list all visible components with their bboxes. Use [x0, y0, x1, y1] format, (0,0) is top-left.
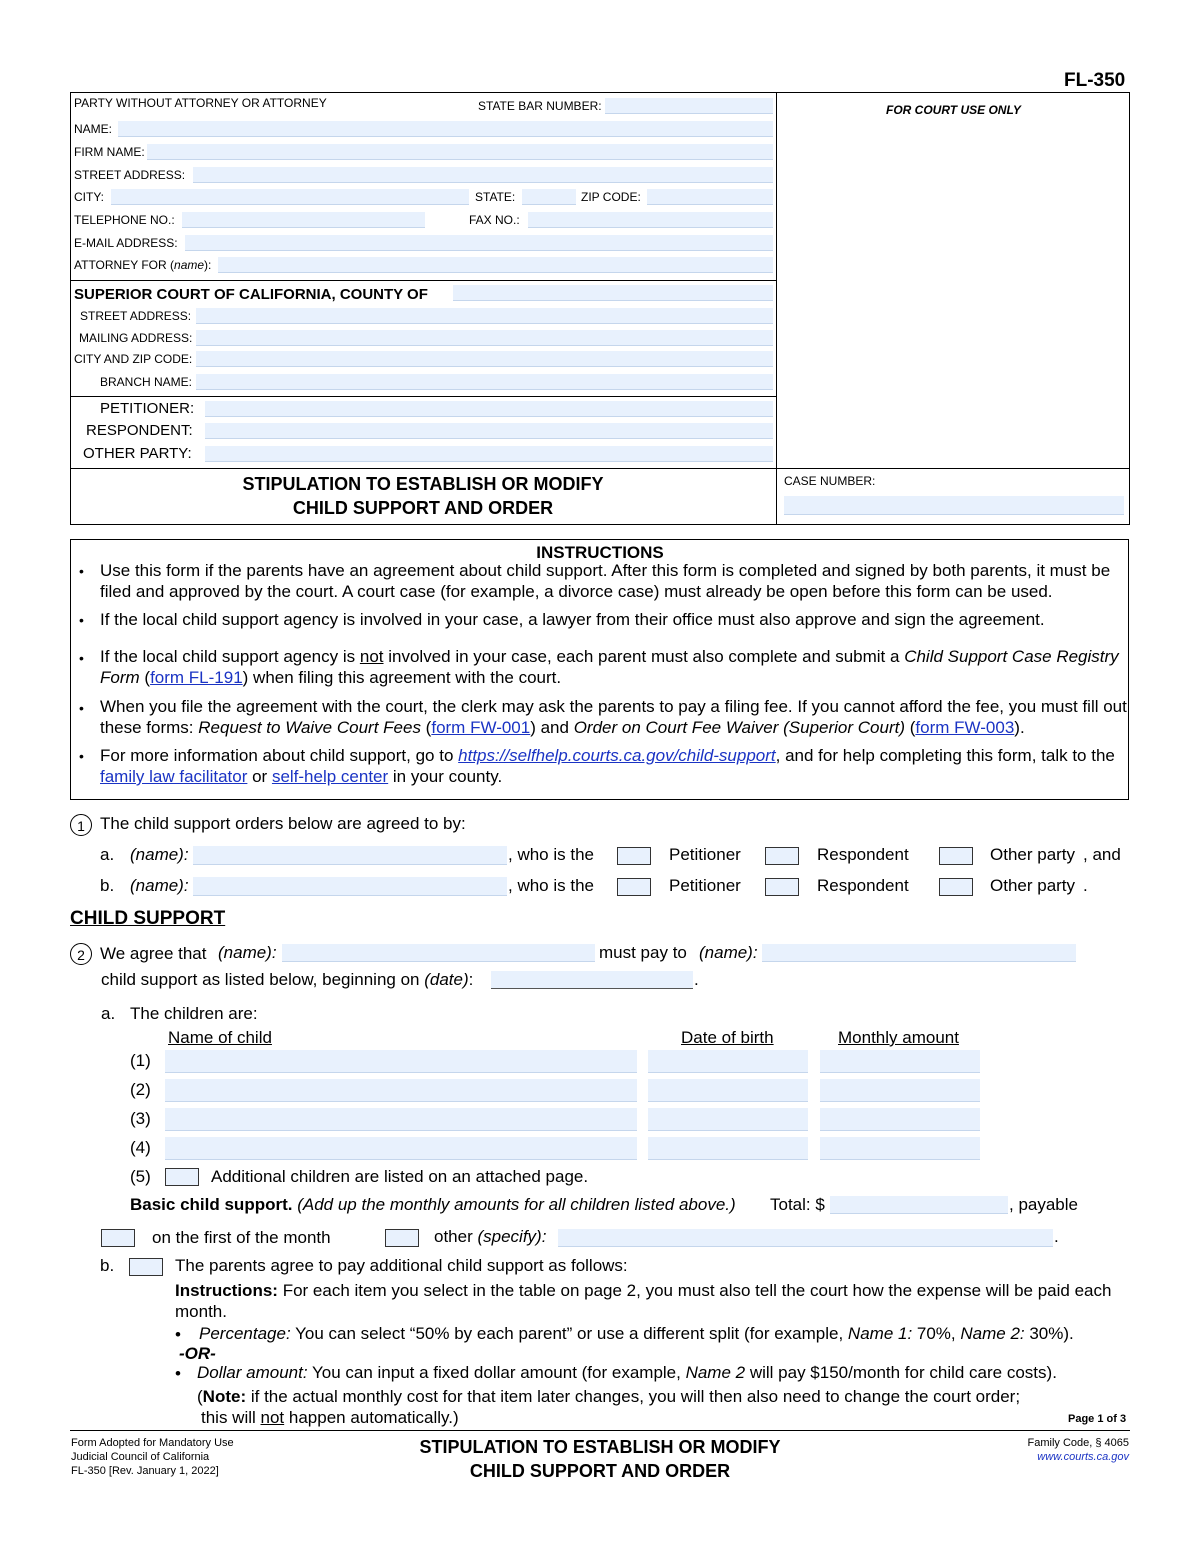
- item-2-line2: child support as listed below, beginning on (date):: [101, 970, 474, 989]
- street-label: STREET ADDRESS:: [74, 168, 186, 182]
- fax-field[interactable]: [528, 212, 773, 228]
- child-2-dob-field[interactable]: [648, 1079, 808, 1102]
- other-schedule-field[interactable]: [558, 1229, 1053, 1247]
- item-1a-petitioner-checkbox[interactable]: [617, 847, 651, 865]
- item-1b-petitioner-label: Petitioner: [669, 876, 741, 895]
- additional-support-checkbox[interactable]: [129, 1258, 163, 1276]
- child-3-amount-field[interactable]: [820, 1108, 980, 1131]
- zip-field[interactable]: [647, 189, 773, 205]
- instruction-1: Use this form if the parents have an agreement about child support. After this form is completed and signed by both parents, it must be filed and approved by the court. A court case (for example, a divorce case) must already be open before this form can be used.: [100, 561, 1111, 601]
- court-branch-label: BRANCH NAME:: [100, 375, 193, 389]
- page-number: Page 1 of 3: [1068, 1413, 1127, 1425]
- child-1-amount-field[interactable]: [820, 1050, 980, 1073]
- item-1b-who-is: , who is the: [508, 876, 594, 895]
- child-4-name-field[interactable]: [165, 1137, 637, 1160]
- footer-site-link[interactable]: www.courts.ca.gov: [1037, 1451, 1129, 1463]
- link-self-help-center[interactable]: self-help center: [271, 767, 389, 786]
- percentage-option: Percentage: You can select “50% by each parent” or use a different split (for example, Name 1: 70%, Name 2: 30%).: [199, 1324, 1074, 1343]
- item-2-number: 2: [70, 943, 92, 965]
- child-4-dob-field[interactable]: [648, 1137, 808, 1160]
- petitioner-field[interactable]: [205, 401, 773, 417]
- other-schedule-label: other (specify):: [434, 1227, 547, 1246]
- link-form-fw003[interactable]: form FW-003: [915, 718, 1015, 737]
- child-1-dob-field[interactable]: [648, 1050, 808, 1073]
- instruction-4: When you file the agreement with the court, the clerk may ask the parents to pay a filing fee. If you cannot afford the fee, you must fill out these forms: Request to Waive Court Fees (form FW-001) and Order on Court Fee Waiver (Superior Court) (form FW-003).: [100, 697, 1127, 737]
- case-number-field[interactable]: [784, 496, 1124, 515]
- item-2-we-agree: We agree that: [100, 944, 207, 963]
- child-row-4-label: (4): [130, 1138, 151, 1157]
- item-1a-respondent-checkbox[interactable]: [765, 847, 799, 865]
- item-1b-other-checkbox[interactable]: [939, 878, 973, 896]
- child-4-amount-field[interactable]: [820, 1137, 980, 1160]
- firm-field[interactable]: [147, 144, 773, 160]
- first-of-month-label: on the first of the month: [152, 1228, 331, 1247]
- court-title: SUPERIOR COURT OF CALIFORNIA, COUNTY OF: [74, 286, 428, 303]
- basic-child-support: Basic child support. (Add up the monthly amounts for all children listed above.): [130, 1195, 736, 1214]
- item-1a-name-field[interactable]: [193, 846, 507, 865]
- child-2-amount-field[interactable]: [820, 1079, 980, 1102]
- attorney-for-field[interactable]: [218, 257, 773, 273]
- link-form-fw001[interactable]: form FW-001: [431, 718, 531, 737]
- court-street-field[interactable]: [196, 308, 773, 324]
- zip-label: ZIP CODE:: [581, 190, 641, 204]
- footer-family-code: Family Code, § 4065: [1027, 1437, 1129, 1449]
- link-form-fl191[interactable]: form FL-191: [150, 668, 243, 687]
- tel-field[interactable]: [182, 212, 425, 228]
- caption-title-line2: CHILD SUPPORT AND ORDER: [292, 498, 554, 518]
- item-1a-and: , and: [1083, 845, 1121, 864]
- item-2b-letter: b.: [100, 1256, 115, 1275]
- party-label: PARTY WITHOUT ATTORNEY OR ATTORNEY: [74, 96, 327, 110]
- item-1a-respondent-label: Respondent: [817, 845, 909, 864]
- col-date-of-birth: Date of birth: [681, 1028, 774, 1047]
- additional-children-checkbox[interactable]: [165, 1168, 199, 1186]
- footer-rev: FL-350 [Rev. January 1, 2022]: [71, 1465, 219, 1477]
- item-1b-period: .: [1083, 876, 1088, 895]
- item-2-must-pay: must pay to: [599, 943, 687, 962]
- case-number-label: CASE NUMBER:: [784, 474, 876, 488]
- item-2a-letter: a.: [101, 1004, 116, 1023]
- item-1b-name-field[interactable]: [193, 877, 507, 896]
- name-label: NAME:: [74, 122, 113, 136]
- total-field[interactable]: [830, 1196, 1008, 1214]
- section-heading-child-support: CHILD SUPPORT: [70, 908, 226, 929]
- court-mailing-label: MAILING ADDRESS:: [79, 331, 193, 345]
- child-3-dob-field[interactable]: [648, 1108, 808, 1131]
- link-family-law-facilitator[interactable]: family law facilitator: [100, 767, 248, 786]
- first-of-month-checkbox[interactable]: [101, 1229, 135, 1247]
- street-field[interactable]: [193, 167, 773, 183]
- item-1a-other-label: Other party: [990, 845, 1076, 864]
- respondent-field[interactable]: [205, 423, 773, 439]
- item-1-text: The child support orders below are agreed to by:: [100, 814, 466, 833]
- petitioner-label: PETITIONER:: [100, 400, 195, 417]
- firm-label: FIRM NAME:: [74, 145, 145, 159]
- item-1b-letter: b.: [100, 876, 115, 895]
- item-2b-text: The parents agree to pay additional child support as follows:: [175, 1256, 628, 1275]
- form-id: FL-350: [1064, 70, 1126, 91]
- city-label: CITY:: [74, 190, 105, 204]
- instruction-3: If the local child support agency is not involved in your case, each parent must also complete and submit a Child Support Case Registry Form (form FL-191) when filing this agreement with the court.: [100, 647, 1119, 687]
- item-2b-instructions: Instructions: For each item you select in the table on page 2, you must also tell the court how the expense will be paid each month.: [175, 1281, 1112, 1321]
- email-label: E-MAIL ADDRESS:: [74, 236, 178, 250]
- fax-label: FAX NO.:: [469, 213, 520, 227]
- col-name-of-child: Name of child: [168, 1028, 272, 1047]
- court-street-label: STREET ADDRESS:: [80, 309, 192, 323]
- link-selfhelp-child-support[interactable]: https://selfhelp.courts.ca.gov/child-support: [458, 746, 776, 765]
- item-2-payer-label: (name):: [218, 943, 277, 962]
- email-field[interactable]: [185, 235, 773, 251]
- item-2a-children-are: The children are:: [130, 1004, 258, 1023]
- court-branch-field[interactable]: [196, 374, 773, 390]
- footer-title-line1: STIPULATION TO ESTABLISH OR MODIFY: [419, 1437, 781, 1457]
- other-party-field[interactable]: [205, 446, 773, 462]
- footer-council: Judicial Council of California: [71, 1451, 210, 1463]
- state-label: STATE:: [475, 190, 516, 204]
- item-1-number: 1: [70, 814, 92, 836]
- child-row-5-label: (5): [130, 1167, 151, 1186]
- total-label: Total: $: [770, 1195, 825, 1214]
- item-1a-name-label: (name):: [130, 845, 189, 864]
- state-bar-label: STATE BAR NUMBER:: [478, 99, 602, 113]
- child-2-name-field[interactable]: [165, 1079, 637, 1102]
- item-1b-respondent-label: Respondent: [817, 876, 909, 895]
- court-cityzip-label: CITY AND ZIP CODE:: [74, 352, 193, 366]
- other-party-label: OTHER PARTY:: [83, 445, 192, 462]
- name-field[interactable]: [118, 121, 773, 137]
- dollar-amount-option: Dollar amount: You can input a fixed dollar amount (for example, Name 2 will pay $150/month for child care costs).: [197, 1363, 1057, 1382]
- instruction-2: If the local child support agency is involved in your case, a lawyer from their office must also approve and sign the agreement.: [100, 610, 1045, 629]
- note-line-1: (Note: if the actual monthly cost for that item later changes, you will then also need to change the court order;: [197, 1387, 1021, 1406]
- instruction-5: For more information about child support, go to https://selfhelp.courts.ca.gov/child-support, and for help completing this form, talk to the family law facilitator or self-help center in your county.: [100, 746, 1115, 786]
- caption-title-line1: STIPULATION TO ESTABLISH OR MODIFY: [242, 474, 604, 494]
- instructions-heading: INSTRUCTIONS: [536, 543, 664, 562]
- child-row-3-label: (3): [130, 1109, 151, 1128]
- item-2-start-date-field[interactable]: [491, 971, 693, 989]
- item-2-payee-field[interactable]: [762, 944, 1076, 962]
- court-cityzip-field[interactable]: [196, 351, 773, 367]
- other-schedule-checkbox[interactable]: [385, 1229, 419, 1247]
- item-2-line2-period: .: [694, 970, 699, 989]
- attorney-for-label: ATTORNEY FOR (name):: [74, 258, 212, 272]
- tel-label: TELEPHONE NO.:: [74, 213, 175, 227]
- item-1a-letter: a.: [100, 845, 115, 864]
- item-1a-petitioner-label: Petitioner: [669, 845, 741, 864]
- item-1b-respondent-checkbox[interactable]: [765, 878, 799, 896]
- note-line-2: this will not happen automatically.): [201, 1408, 459, 1427]
- item-2-payer-field[interactable]: [282, 944, 595, 962]
- child-row-2-label: (2): [130, 1080, 151, 1099]
- child-row-1-label: (1): [130, 1051, 151, 1070]
- item-2-payee-label: (name):: [699, 943, 758, 962]
- court-mailing-field[interactable]: [196, 330, 773, 346]
- child-3-name-field[interactable]: [165, 1108, 637, 1131]
- city-field[interactable]: [111, 189, 469, 205]
- additional-children-label: Additional children are listed on an attached page.: [211, 1167, 589, 1186]
- payable-label: , payable: [1009, 1195, 1078, 1214]
- item-1b-petitioner-checkbox[interactable]: [617, 878, 651, 896]
- footer-title-line2: CHILD SUPPORT AND ORDER: [469, 1461, 731, 1481]
- court-use-label: FOR COURT USE ONLY: [886, 103, 1021, 117]
- respondent-label: RESPONDENT:: [86, 422, 193, 439]
- col-monthly-amount: Monthly amount: [838, 1028, 959, 1047]
- other-schedule-period: .: [1054, 1227, 1059, 1246]
- state-field[interactable]: [522, 189, 576, 205]
- item-1b-name-label: (name):: [130, 876, 189, 895]
- child-1-name-field[interactable]: [165, 1050, 637, 1073]
- footer-adopted: Form Adopted for Mandatory Use: [71, 1437, 234, 1449]
- or-separator: -OR-: [179, 1344, 216, 1363]
- county-field[interactable]: [453, 285, 773, 301]
- item-1b-other-label: Other party: [990, 876, 1076, 895]
- item-1a-other-checkbox[interactable]: [939, 847, 973, 865]
- state-bar-field[interactable]: [605, 98, 773, 114]
- item-1a-who-is: , who is the: [508, 845, 594, 864]
